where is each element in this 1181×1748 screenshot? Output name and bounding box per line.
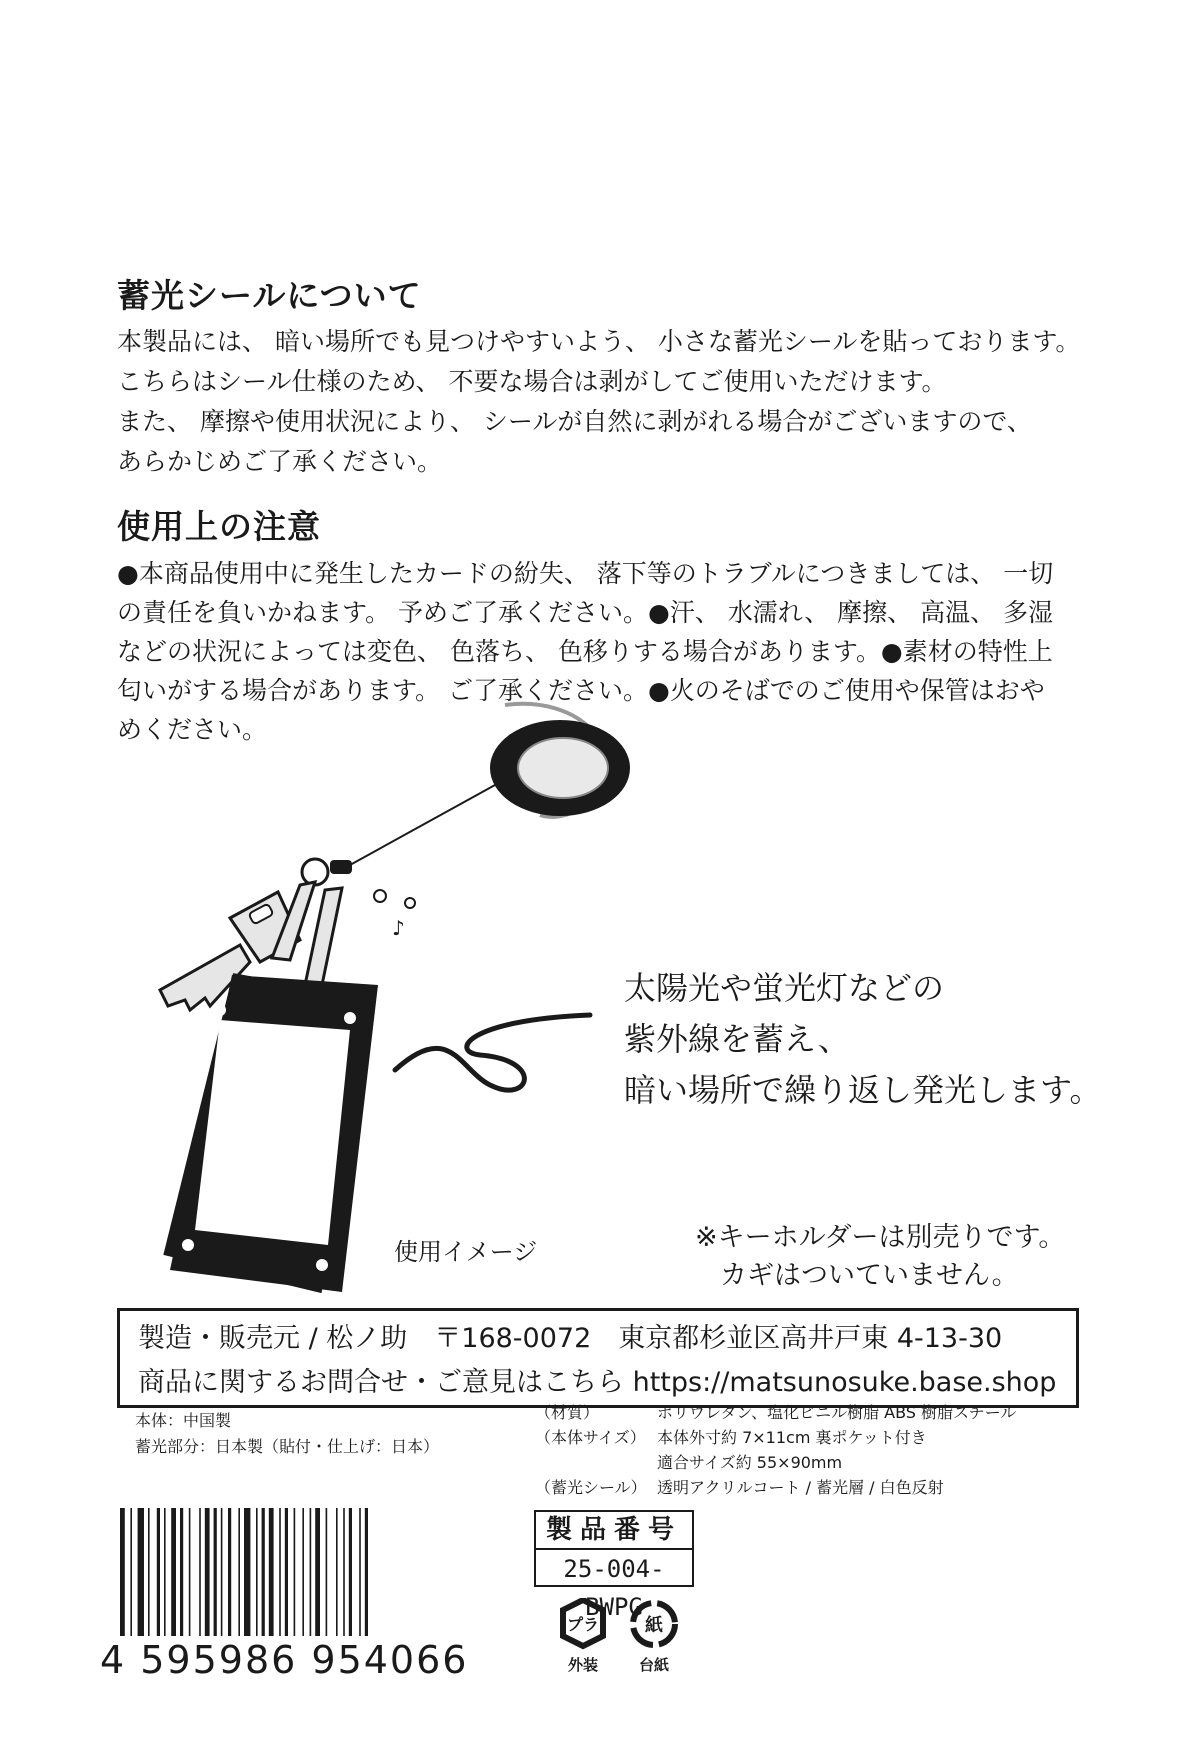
badge-reel-illustration [150, 700, 670, 1300]
barcode-bar [130, 1508, 132, 1636]
barcode-bar [262, 1508, 265, 1636]
barcode-icon [120, 1508, 480, 1648]
barcode-digits: 4 595986 954066 [100, 1638, 469, 1682]
barcode-bar [189, 1508, 191, 1636]
glow-callout-line: 暗い場所で繰り返し発光します。 [624, 1071, 1102, 1109]
barcode-bar [238, 1508, 240, 1636]
spec-label: （蓄光シール） [535, 1478, 647, 1497]
barcode-bar [138, 1508, 144, 1636]
maker-address: 製造・販売元 / 松ノ助 〒168-0072 東京都杉並区高井戸東 4-13-30 [138, 1323, 1003, 1354]
section-heading-phosphorescent: 蓄光シールについて [117, 276, 422, 315]
barcode-bar [171, 1508, 176, 1636]
product-number-label: 製品番号 [536, 1512, 692, 1550]
section2-line: 匂いがする場合があります。 ご了承ください。●火のそばでのご使用や保管はおや [117, 676, 1045, 705]
glow-callout-line: 太陽光や蛍光灯などの [624, 969, 945, 1007]
spec-value: ポリウレタン、塩化ビニル樹脂 ABS 樹脂スチール [657, 1403, 1017, 1422]
pla-recycle-label: 外装 [567, 1656, 598, 1674]
barcode-bar [157, 1508, 160, 1636]
section1-line: 本製品には、 暗い場所でも見つけやすいよう、 小さな蓄光シールを貼っております。 [117, 327, 1081, 356]
cord-icon [395, 1015, 590, 1090]
barcode-bar [180, 1508, 183, 1636]
barcode-bar [359, 1508, 361, 1636]
barcode-bar [269, 1508, 274, 1636]
barcode-bar [256, 1508, 258, 1636]
paper-mark-text: 紙 [645, 1615, 663, 1636]
paper-recycle-label: 台紙 [638, 1656, 669, 1674]
keyholder-note: ※キーホルダーは別売りです。 [695, 1222, 1066, 1253]
barcode-bar [205, 1508, 210, 1636]
pla-mark-text: プラ [566, 1615, 600, 1634]
barcode-bar [148, 1508, 150, 1636]
section1-line: また、 摩擦や使用状況により、 シールが自然に剥がれる場合がございますので、 [117, 407, 1032, 436]
maker-contact: 商品に関するお問合せ・ご意見はこちら https://matsunosuke.base.shop [138, 1367, 1057, 1398]
barcode-bar [326, 1508, 328, 1636]
glow-callout-line: 紫外線を蓄え、 [624, 1020, 850, 1058]
card-holder-icon [162, 970, 378, 1295]
barcode-bar [214, 1508, 217, 1636]
barcode-bar [302, 1508, 304, 1636]
origin-phosphorescent: 蓄光部分：日本製（貼付・仕上げ：日本） [135, 1437, 440, 1456]
barcode-bar [164, 1508, 166, 1636]
product-number-value: 25-004-BWPG [563, 1555, 665, 1621]
spec-value: 透明アクリルコート / 蓄光層 / 白色反射 [657, 1478, 944, 1497]
barcode-bar [365, 1508, 368, 1636]
barcode-bar [221, 1508, 223, 1636]
barcode-bar [294, 1508, 296, 1636]
section-heading-cautions: 使用上の注意 [117, 507, 321, 546]
product-number-box [534, 1510, 694, 1621]
barcode-bar [285, 1508, 288, 1636]
paper-recycle-icon [624, 1598, 684, 1650]
barcode-bar [244, 1508, 250, 1636]
barcode-bar [228, 1508, 231, 1636]
spec-value: 適合サイズ約 55×90mm [657, 1453, 843, 1472]
spec-value: 本体外寸約 7×11cm 裏ポケット付き [657, 1428, 927, 1447]
barcode-bar [310, 1508, 312, 1636]
spec-label: （本体サイズ） [535, 1428, 646, 1447]
pla-recycle-icon [553, 1598, 613, 1650]
usage-image-caption: 使用イメージ [394, 1238, 538, 1266]
barcode-bar [199, 1508, 201, 1636]
svg-text:♪: ♪ [392, 916, 405, 940]
barcode-bar [343, 1508, 345, 1636]
section2-line: などの状況によっては変色、 色落ち、 色移りする場合があります。●素材の特性上 [117, 637, 1053, 666]
key-not-included-note: カギはついていません。 [720, 1260, 1019, 1291]
barcode-bar [349, 1508, 352, 1636]
section1-line: こちらはシール仕様のため、 不要な場合は剥がしてご使用いただけます。 [117, 367, 947, 396]
barcode-bar [336, 1508, 338, 1636]
maker-info-box [117, 1308, 1079, 1408]
origin-body: 本体：中国製 [135, 1411, 232, 1430]
barcode-bar [120, 1508, 125, 1636]
spec-label: （材質） [535, 1403, 600, 1422]
barcode-bar [279, 1508, 281, 1636]
section2-line: ●本商品使用中に発生したカードの紛失、 落下等のトラブルにつきましては、 一切 [117, 559, 1054, 588]
section2-line: めください。 [117, 715, 268, 744]
section1-line: あらかじめご了承ください。 [117, 447, 443, 476]
barcode-bar [315, 1508, 320, 1636]
section2-line: の責任を負いかねます。 予めご了承ください。●汗、 水濡れ、 摩擦、 高温、 多湿 [117, 598, 1054, 627]
